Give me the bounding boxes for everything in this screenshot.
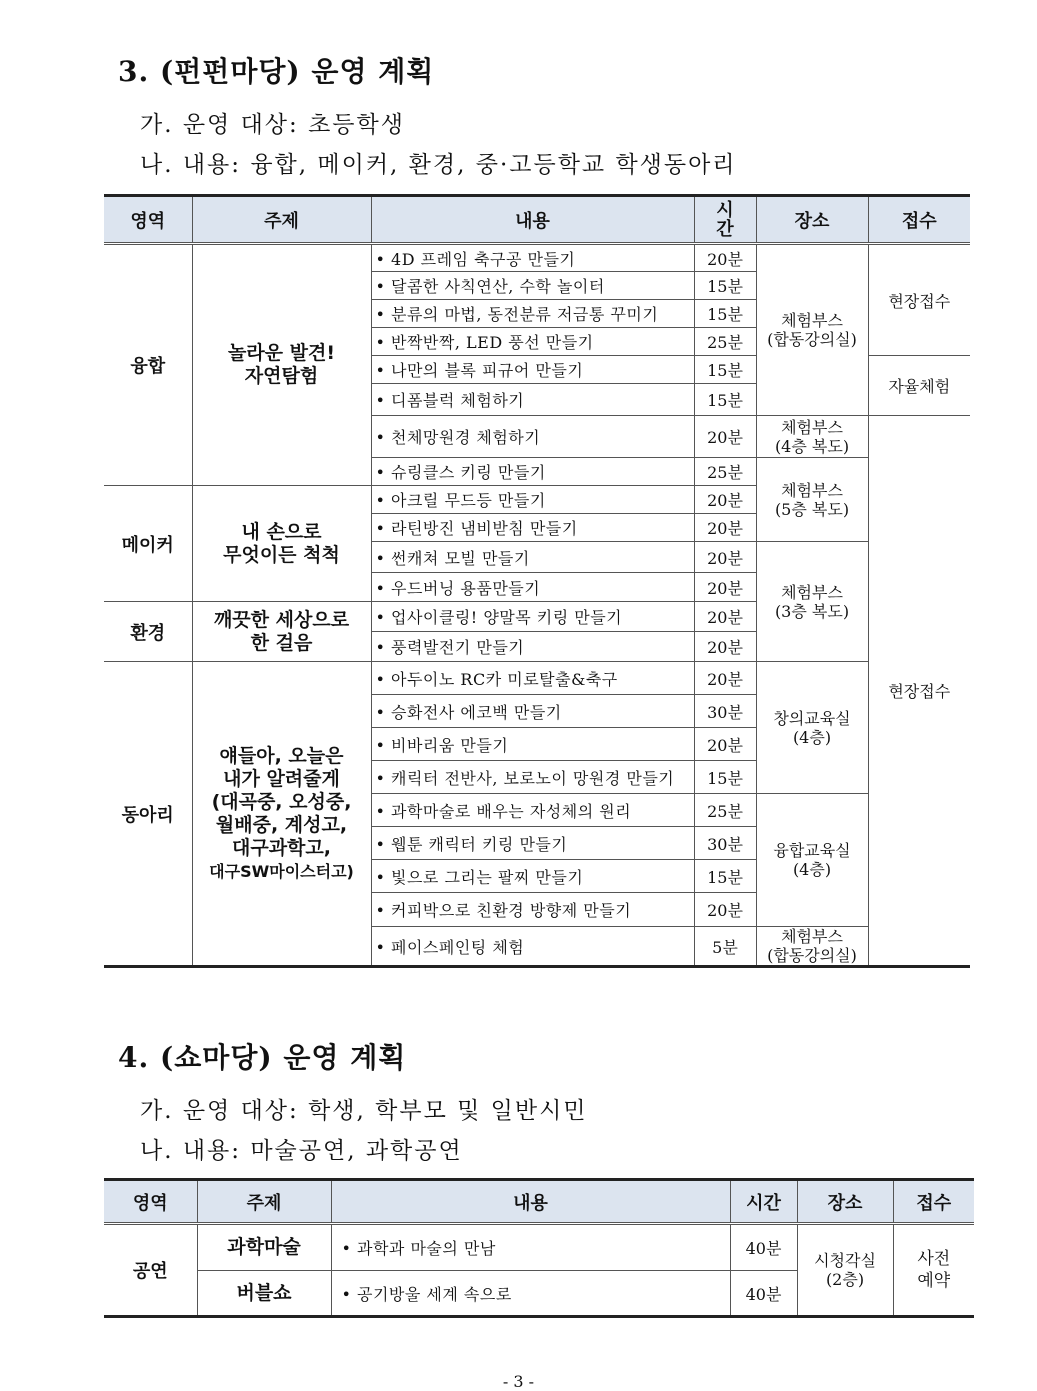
place-line: 체험부스 (781, 582, 843, 602)
content-cell: • 라틴방진 냄비받침 만들기 (371, 514, 694, 542)
header-registration: 접수 (893, 1180, 974, 1224)
place-line: 시청각실 (814, 1251, 876, 1270)
time-cell: 25분 (694, 458, 756, 486)
header-place: 장소 (756, 196, 868, 244)
time-cell: 20분 (694, 728, 756, 761)
topic-yunghap (192, 244, 371, 486)
header-time (694, 196, 756, 244)
place-cell (756, 458, 868, 542)
time-cell: 20분 (694, 602, 756, 632)
area-club: 동아리 (104, 662, 192, 967)
topic-line: 대구과학고, (232, 836, 331, 859)
content-cell: • 분류의 마법, 동전분류 저금통 꾸미기 (371, 300, 694, 328)
time-cell: 20분 (694, 573, 756, 602)
content-cell: • 달콤한 사칙연산, 수학 놀이터 (371, 272, 694, 300)
area-yunghap: 융합 (104, 244, 192, 486)
section4-target: 가. 운영 대상: 학생, 학부모 및 일반시민 (140, 1098, 588, 1124)
content-cell: • 캐릭터 전반사, 보로노이 망원경 만들기 (371, 761, 694, 794)
section3-content: 나. 내용: 융합, 메이커, 환경, 중·고등학교 학생동아리 (140, 152, 737, 178)
place-line: (5층 복도) (774, 499, 850, 519)
content-cell: • 커피박으로 친환경 방향제 만들기 (371, 893, 694, 927)
content-cell: • 슈링클스 키링 만들기 (371, 458, 694, 486)
time-cell: 5분 (694, 927, 756, 967)
section3-title: 3. (펀펀마당) 운영 계획 (118, 55, 435, 88)
content-cell: • 나만의 블록 피규어 만들기 (371, 356, 694, 384)
time-cell: 15분 (694, 860, 756, 893)
content-cell: • 풍력발전기 만들기 (371, 632, 694, 662)
content-cell: • 과학마술로 배우는 자성체의 원리 (371, 794, 694, 827)
topic-cell: 버블쇼 (197, 1271, 331, 1317)
place-line: (2층) (825, 1270, 865, 1289)
table-row (104, 662, 970, 695)
place-line: (4층) (792, 727, 832, 747)
topic-line: 자연탐험 (244, 365, 319, 387)
time-cell: 20분 (694, 244, 756, 272)
place-line: (합동강의실) (767, 946, 857, 965)
content-cell: • 4D 프레임 축구공 만들기 (371, 244, 694, 272)
table-header-row (104, 1180, 974, 1224)
topic-line: 대구SW마이스터고) (209, 861, 354, 881)
place-line: (4층) (792, 860, 832, 879)
time-cell: 15분 (694, 761, 756, 794)
time-cell: 25분 (694, 328, 756, 356)
table-row (104, 244, 970, 272)
place-line: 융합교육실 (773, 841, 851, 860)
area-maker: 메이커 (104, 486, 192, 602)
time-cell: 20분 (694, 662, 756, 695)
place-cell (756, 416, 868, 458)
time-cell: 40분 (730, 1224, 797, 1271)
header-time-line2: 간 (716, 218, 734, 240)
content-cell: • 업사이클링! 양말목 키링 만들기 (371, 602, 694, 632)
time-cell: 15분 (694, 300, 756, 328)
content-cell: • 아크릴 무드등 만들기 (371, 486, 694, 514)
registration-line: 사전 (917, 1249, 951, 1269)
section3-target: 가. 운영 대상: 초등학생 (140, 112, 405, 138)
topic-line: 월배중, 계성고, (215, 813, 348, 836)
time-cell: 20분 (694, 632, 756, 662)
content-cell: • 비바리움 만들기 (371, 728, 694, 761)
header-time: 시간 (730, 1180, 797, 1224)
time-cell: 30분 (694, 827, 756, 860)
registration-cell: 현장접수 (868, 416, 970, 967)
header-content: 내용 (331, 1180, 730, 1224)
content-cell: • 천체망원경 체험하기 (371, 416, 694, 458)
section4-table (104, 1178, 974, 1318)
topic-environment (192, 602, 371, 662)
place-line: 체험부스 (781, 927, 843, 946)
content-cell: • 아두이노 RC카 미로탈출&축구 (371, 662, 694, 695)
place-line: 체험부스 (781, 311, 843, 330)
time-cell: 30분 (694, 695, 756, 728)
topic-line: (대곡중, 오성중, (211, 790, 352, 813)
registration-cell: 현장접수 (868, 244, 970, 356)
place-cell (756, 542, 868, 662)
content-cell: • 공기방울 세계 속으로 (331, 1271, 730, 1317)
header-area: 영역 (104, 1180, 197, 1224)
content-cell: • 우드버닝 용품만들기 (371, 573, 694, 602)
time-cell: 20분 (694, 416, 756, 458)
content-cell: • 과학과 마술의 만남 (331, 1224, 730, 1271)
area-environment: 환경 (104, 602, 192, 662)
area-performance: 공연 (104, 1224, 197, 1317)
time-cell: 20분 (694, 486, 756, 514)
time-cell: 20분 (694, 542, 756, 573)
place-line: 창의교육실 (773, 708, 851, 728)
place-cell (797, 1224, 893, 1317)
place-line: 체험부스 (781, 417, 843, 437)
topic-line: 내가 알려줄게 (223, 767, 340, 790)
place-line: (3층 복도) (774, 601, 850, 621)
time-cell: 15분 (694, 384, 756, 416)
place-line: (합동강의실) (767, 330, 857, 349)
section3-table (104, 194, 970, 968)
place-cell (756, 927, 868, 967)
place-line: (4층 복도) (774, 436, 850, 456)
page-number: - 3 - (502, 1372, 535, 1391)
place-line: 체험부스 (781, 480, 843, 500)
topic-line: 내 손으로 (241, 520, 322, 543)
topic-maker (192, 486, 371, 602)
time-cell: 15분 (694, 356, 756, 384)
content-cell: • 빛으로 그리는 팔찌 만들기 (371, 860, 694, 893)
header-area: 영역 (104, 196, 192, 244)
section4-content: 나. 내용: 마술공연, 과학공연 (140, 1138, 463, 1164)
table-row (104, 1224, 974, 1271)
header-content: 내용 (371, 196, 694, 244)
header-place: 장소 (797, 1180, 893, 1224)
section4-title: 4. (쇼마당) 운영 계획 (118, 1041, 407, 1074)
place-cell (756, 794, 868, 927)
topic-club (192, 662, 371, 967)
place-cell (756, 244, 868, 416)
time-cell: 20분 (694, 514, 756, 542)
place-cell (756, 662, 868, 794)
time-cell: 40분 (730, 1271, 797, 1317)
header-topic: 주제 (192, 196, 371, 244)
time-cell: 20분 (694, 893, 756, 927)
content-cell: • 웹툰 캐릭터 키링 만들기 (371, 827, 694, 860)
header-time-line1: 시 (716, 199, 734, 221)
registration-cell: 자율체험 (868, 356, 970, 416)
registration-cell (893, 1224, 974, 1317)
time-cell: 15분 (694, 272, 756, 300)
topic-line: 깨끗한 세상으로 (213, 608, 350, 631)
registration-line: 예약 (917, 1271, 951, 1291)
topic-line: 한 걸음 (250, 631, 313, 654)
header-registration: 접수 (868, 196, 970, 244)
topic-line: 무엇이든 척척 (223, 543, 340, 566)
topic-line: 놀라운 발견! (227, 342, 336, 364)
content-cell: • 디폼블럭 체험하기 (371, 384, 694, 416)
content-cell: • 승화전사 에코백 만들기 (371, 695, 694, 728)
table-header-row (104, 196, 970, 244)
topic-cell: 과학마술 (197, 1224, 331, 1271)
topic-line: 얘들아, 오늘은 (219, 744, 344, 767)
content-cell: • 페이스페인팅 체험 (371, 927, 694, 967)
content-cell: • 반짝반짝, LED 풍선 만들기 (371, 328, 694, 356)
time-cell: 25분 (694, 794, 756, 827)
header-topic: 주제 (197, 1180, 331, 1224)
content-cell: • 썬캐쳐 모빌 만들기 (371, 542, 694, 573)
